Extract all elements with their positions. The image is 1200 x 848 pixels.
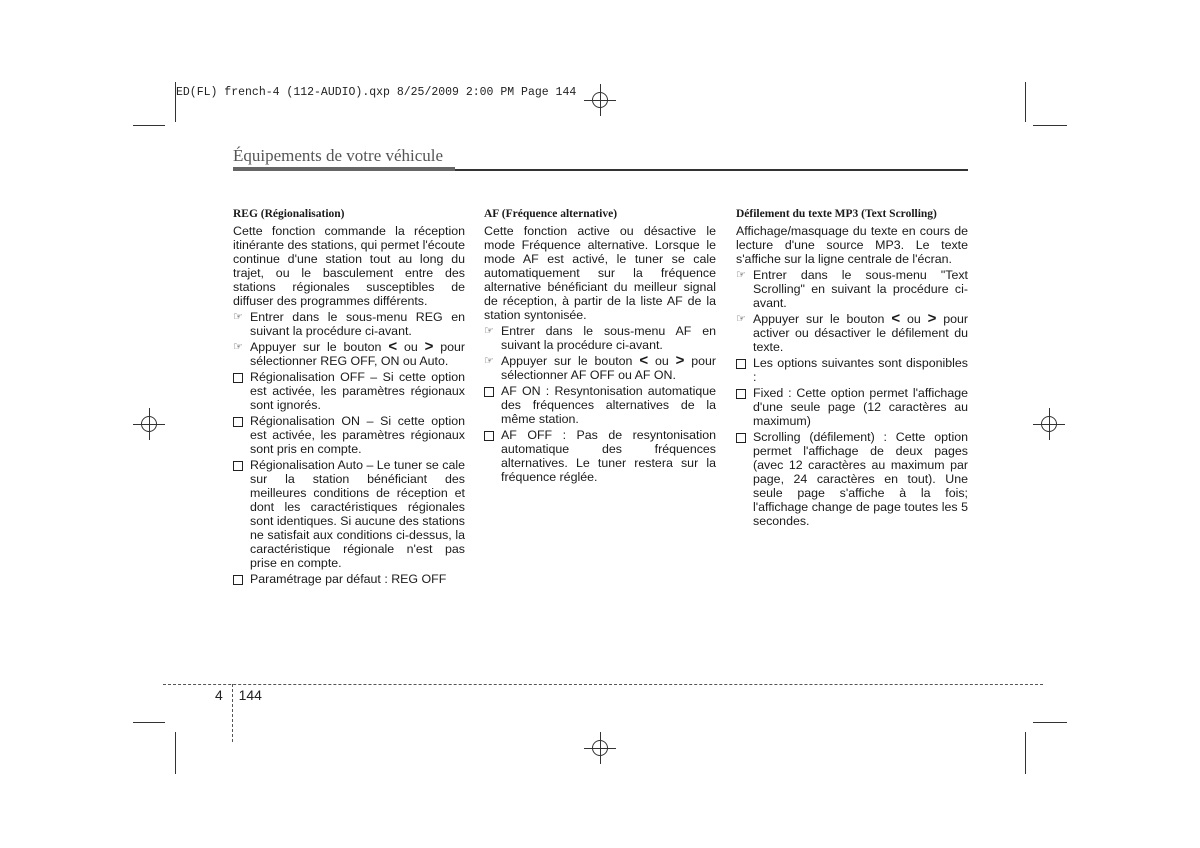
crop-mark: [1033, 125, 1067, 126]
item-text: AF OFF : Pas de resyntonisation automatique des fréquences alternatives. Le tuner restera sur la fréquence réglée.: [501, 428, 716, 484]
checkbox-bullet-icon: [736, 389, 746, 399]
item-text: ou: [906, 312, 921, 326]
list-item: [736, 386, 968, 428]
crop-mark: [1025, 732, 1026, 774]
heading-reg: REG (Régionalisation): [233, 208, 345, 220]
crop-mark: [133, 125, 165, 126]
left-chevron-icon: <: [388, 338, 398, 355]
section-title: Équipements de votre véhicule: [233, 146, 444, 165]
item-text: Appuyer sur le bouton: [753, 312, 885, 326]
list-item: [233, 310, 465, 338]
hand-pointer-icon: ☞: [233, 311, 243, 323]
checkbox-bullet-icon: [736, 359, 746, 369]
footer-rule: [163, 684, 1043, 685]
page-number: [215, 687, 262, 703]
checkbox-bullet-icon: [484, 387, 494, 397]
page-index: 144: [238, 687, 262, 703]
list-item: [233, 414, 465, 456]
list-item: [736, 268, 968, 310]
list-item: [736, 356, 968, 384]
checkbox-bullet-icon: [484, 431, 494, 441]
checkbox-bullet-icon: [233, 575, 243, 585]
crop-mark: [175, 732, 176, 774]
item-text: Paramétrage par défaut : REG OFF: [250, 572, 447, 586]
item-text: Régionalisation Auto – Le tuner se cale sur la station bénéficiant des meilleures conditions de réception et dont les caractéristiques régionales sont identiques. Si aucune des stations ne satisfait aux conditions ci-dessus, la caractéristique régionale n'est pas prise en compte.: [250, 458, 465, 570]
registration-mark: [1033, 408, 1065, 440]
list: [736, 268, 968, 528]
list-item: [233, 370, 465, 412]
item-text: ou: [654, 354, 669, 368]
hand-pointer-icon: ☞: [736, 269, 746, 281]
list-item: [233, 340, 465, 368]
crop-mark: [1033, 722, 1067, 723]
heading-mp3-scrolling: Défilement du texte MP3 (Text Scrolling): [736, 208, 937, 220]
column-mp3-scrolling: [736, 207, 968, 528]
item-text: Appuyer sur le bouton: [501, 354, 633, 368]
list-item: [484, 428, 716, 484]
item-text: Entrer dans le sous-menu AF en suivant la procédure ci-avant.: [501, 324, 716, 352]
heading-af: AF (Fréquence alternative): [484, 208, 618, 220]
item-text: Entrer dans le sous-menu "Text Scrolling" en suivant la procédure ci-avant.: [753, 268, 968, 310]
list-item: [233, 572, 465, 586]
item-text: AF ON : Resyntonisation automatique des fréquences alternatives de la même station.: [501, 384, 716, 426]
item-text: Fixed : Cette option permet l'affichage d'une seule page (12 caractères au maximum): [753, 386, 968, 428]
title-rule: [455, 169, 968, 171]
hand-pointer-icon: ☞: [233, 341, 243, 353]
paragraph: Cette fonction active ou désactive le mode Fréquence alternative. Lorsque le mode AF est activé, le tuner se cale automatiquement sur la fréquence alternative bénéficiant du meilleur signal de réception, à partir de la liste AF de la station syntonisée.: [484, 224, 716, 322]
registration-mark: [133, 408, 165, 440]
hand-pointer-icon: ☞: [736, 313, 746, 325]
list: [233, 310, 465, 586]
checkbox-bullet-icon: [233, 417, 243, 427]
list-item: [233, 458, 465, 570]
paragraph: Affichage/masquage du texte en cours de lecture d'une source MP3. Le texte s'affiche sur la ligne centrale de l'écran.: [736, 224, 968, 266]
left-chevron-icon: <: [639, 352, 649, 369]
item-text: Régionalisation ON – Si cette option est activée, les paramètres régionaux sont pris en compte.: [250, 414, 465, 456]
title-underline: [233, 167, 455, 171]
hand-pointer-icon: ☞: [484, 325, 494, 337]
print-slug: ED(FL) french-4 (112-AUDIO).qxp 8/25/2009 2:00 PM Page 144: [176, 86, 577, 99]
list-item: [484, 324, 716, 352]
checkbox-bullet-icon: [233, 461, 243, 471]
list-item: [484, 384, 716, 426]
column-af: [484, 207, 716, 484]
list-item: [484, 354, 716, 382]
column-reg: [233, 207, 465, 586]
registration-mark: [584, 732, 616, 764]
item-text: ou: [403, 340, 418, 354]
list: [484, 324, 716, 484]
item-text: Scrolling (défilement) : Cette option permet l'affichage de deux pages (avec 12 caractères au maximum par page, 24 caractères en tout). Une seule page s'affiche à la fois; l'affichage change de page toutes les 5 secondes.: [753, 430, 968, 528]
right-chevron-icon: >: [424, 338, 434, 355]
checkbox-bullet-icon: [736, 433, 746, 443]
crop-mark: [1025, 82, 1026, 122]
hand-pointer-icon: ☞: [484, 355, 494, 367]
chapter-number: 4: [215, 687, 223, 703]
list-item: [736, 312, 968, 354]
checkbox-bullet-icon: [233, 373, 243, 383]
item-text: Entrer dans le sous-menu REG en suivant la procédure ci-avant.: [250, 310, 465, 338]
item-text: pour activer ou désactiver le défilement du texte.: [753, 312, 969, 354]
item-text: pour sélectionner REG OFF, ON ou Auto.: [250, 340, 466, 368]
item-text: Régionalisation OFF – Si cette option est activée, les paramètres régionaux sont ignorés.: [250, 370, 465, 412]
right-chevron-icon: >: [675, 352, 685, 369]
item-text: Les options suivantes sont disponibles :: [753, 356, 968, 384]
paragraph: Cette fonction commande la réception itinérante des stations, qui permet l'écoute continue d'une station tout au long du trajet, ou le basculement entre des stations régionales susceptibles de diffuser des programmes différents.: [233, 224, 465, 308]
crop-mark: [133, 722, 165, 723]
item-text: pour sélectionner AF OFF ou AF ON.: [501, 354, 717, 382]
item-text: Appuyer sur le bouton: [250, 340, 382, 354]
list-item: [736, 430, 968, 528]
right-chevron-icon: >: [927, 310, 937, 327]
left-chevron-icon: <: [891, 310, 901, 327]
registration-mark: [584, 84, 616, 116]
